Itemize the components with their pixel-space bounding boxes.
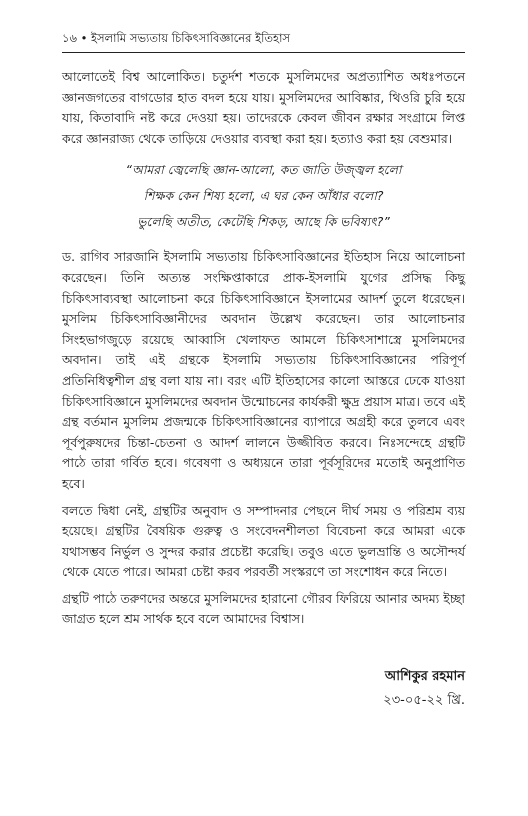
poem-quote: [62, 157, 465, 235]
running-head: ১৬ • ইসলামি সভ্যতায় চিকিৎসাবিজ্ঞানের ইতিহাস: [62, 30, 465, 53]
signature-block: [62, 666, 465, 714]
paragraph: বলতে দ্বিধা নেই, গ্রন্থটির অনুবাদ ও সম্পাদনার পেছনে দীর্ঘ সময় ও পরিশ্রম ব্যয় হয়েছে। গ্রন্থটির বৈষয়িক গুরুত্ব ও সংবেদনশীলতা বিবেচনা করে আমরা একে যথাসম্ভব নির্ভুল ও সুন্দর করার প্রচেষ্টা করেছি। তবুও এতে ভুলভ্রান্তি ও অসৌন্দর্য থেকে যেতে পারে। আমরা চেষ্টা করব পরবর্তী সংস্করণে তা সংশোধন করে নিতে।: [62, 502, 465, 580]
paragraph: গ্রন্থটি পাঠে তরুণদের অন্তরে মুসলিমদের হারানো গৌরব ফিরিয়ে আনার অদম্য ইচ্ছা জাগ্রত হলে শ্রম সার্থক হবে বলে আমাদের বিশ্বাস।: [62, 590, 465, 627]
paragraph: আলোতেই বিশ্ব আলোকিত। চতুর্দশ শতকে মুসলিমদের অপ্রত্যাশিত অধঃপতনে জ্ঞানজগতের বাগডোর হাত বদল হয়ে যায়। মুসলিমদের আবিষ্কার, থিওরি চুরি হয়ে যায়, কিতাবাদি নষ্ট করে দেওয়া হয়। তাদেরকে কেবল জীবন রক্ষার সংগ্রামে লিপ্ত করে জ্ঞানরাজ্য থেকে তাড়িয়ে দেওয়ার ব্যবস্থা করা হয়। হত্যাও করা হয় বেশুমার।: [62, 69, 465, 146]
author-name: আশিকুর রহমান: [384, 669, 465, 685]
poem-line: ভুলেছি অতীত, কেটেছি শিকড়, আছে কি ভবিষ্যৎ?”: [137, 214, 390, 230]
poem-line: “আমরা জ্বেলেছি জ্ঞান-আলো, কত জাতি উজ্জ্বল হলো: [125, 162, 402, 178]
paragraph: ড. রাগিব সারজানি ইসলামি সভ্যতায় চিকিৎসাবিজ্ঞানের ইতিহাস নিয়ে আলোচনা করেছেন। তিনি অত্যন্ত সংক্ষিপ্তাকারে প্রাক-ইসলামি যুগের প্রসিদ্ধ কিছু চিকিৎসাব্যবস্থা আলোচনা করে চিকিৎসাবিজ্ঞানে ইসলামের আদর্শ তুলে ধরেছেন। মুসলিম চিকিৎসাবিজ্ঞানীদের অবদান উল্লেখ করেছেন। তার আলোচনার সিংহভাগজুড়ে রয়েছে আব্বাসি খেলাফত আমলে চিকিৎসাশাস্ত্রে মুসলিমদের অবদান। তাই এই গ্রন্থকে ইসলামি সভ্যতায় চিকিৎসাবিজ্ঞানের পরিপূর্ণ প্রতিনিধিত্বশীল গ্রন্থ বলা যায় না। বরং এটি ইতিহাসের কালো আস্তরে ঢেকে যাওয়া চিকিৎসাবিজ্ঞানে মুসলিমদের অবদান উন্মোচনের কার্যকরী ক্ষুদ্র প্রয়াস মাত্র। তবে এই গ্রন্থ বর্তমান মুসলিম প্রজন্মকে চিকিৎসাবিজ্ঞানের ব্যাপারে অগ্রহী করে তুলবে এবং পূর্বপুরুষদের চিন্তা-চেতনা ও আদর্শ লালনে উজ্জীবিত করবে। নিঃসন্দেহে গ্রন্থটি পাঠে তারা গর্বিত হবে। গবেষণা ও অধ্যয়নে তারা পূর্বসূরিদের মতোই অনুপ্রাণিত হবে।: [62, 249, 465, 491]
signature-date: ২৩-০৫-২২ খ্রি.: [383, 693, 465, 709]
poem-line: শিক্ষক কেন শিষ্য হলো, এ ঘর কেন আঁধার বলো?: [143, 188, 384, 204]
